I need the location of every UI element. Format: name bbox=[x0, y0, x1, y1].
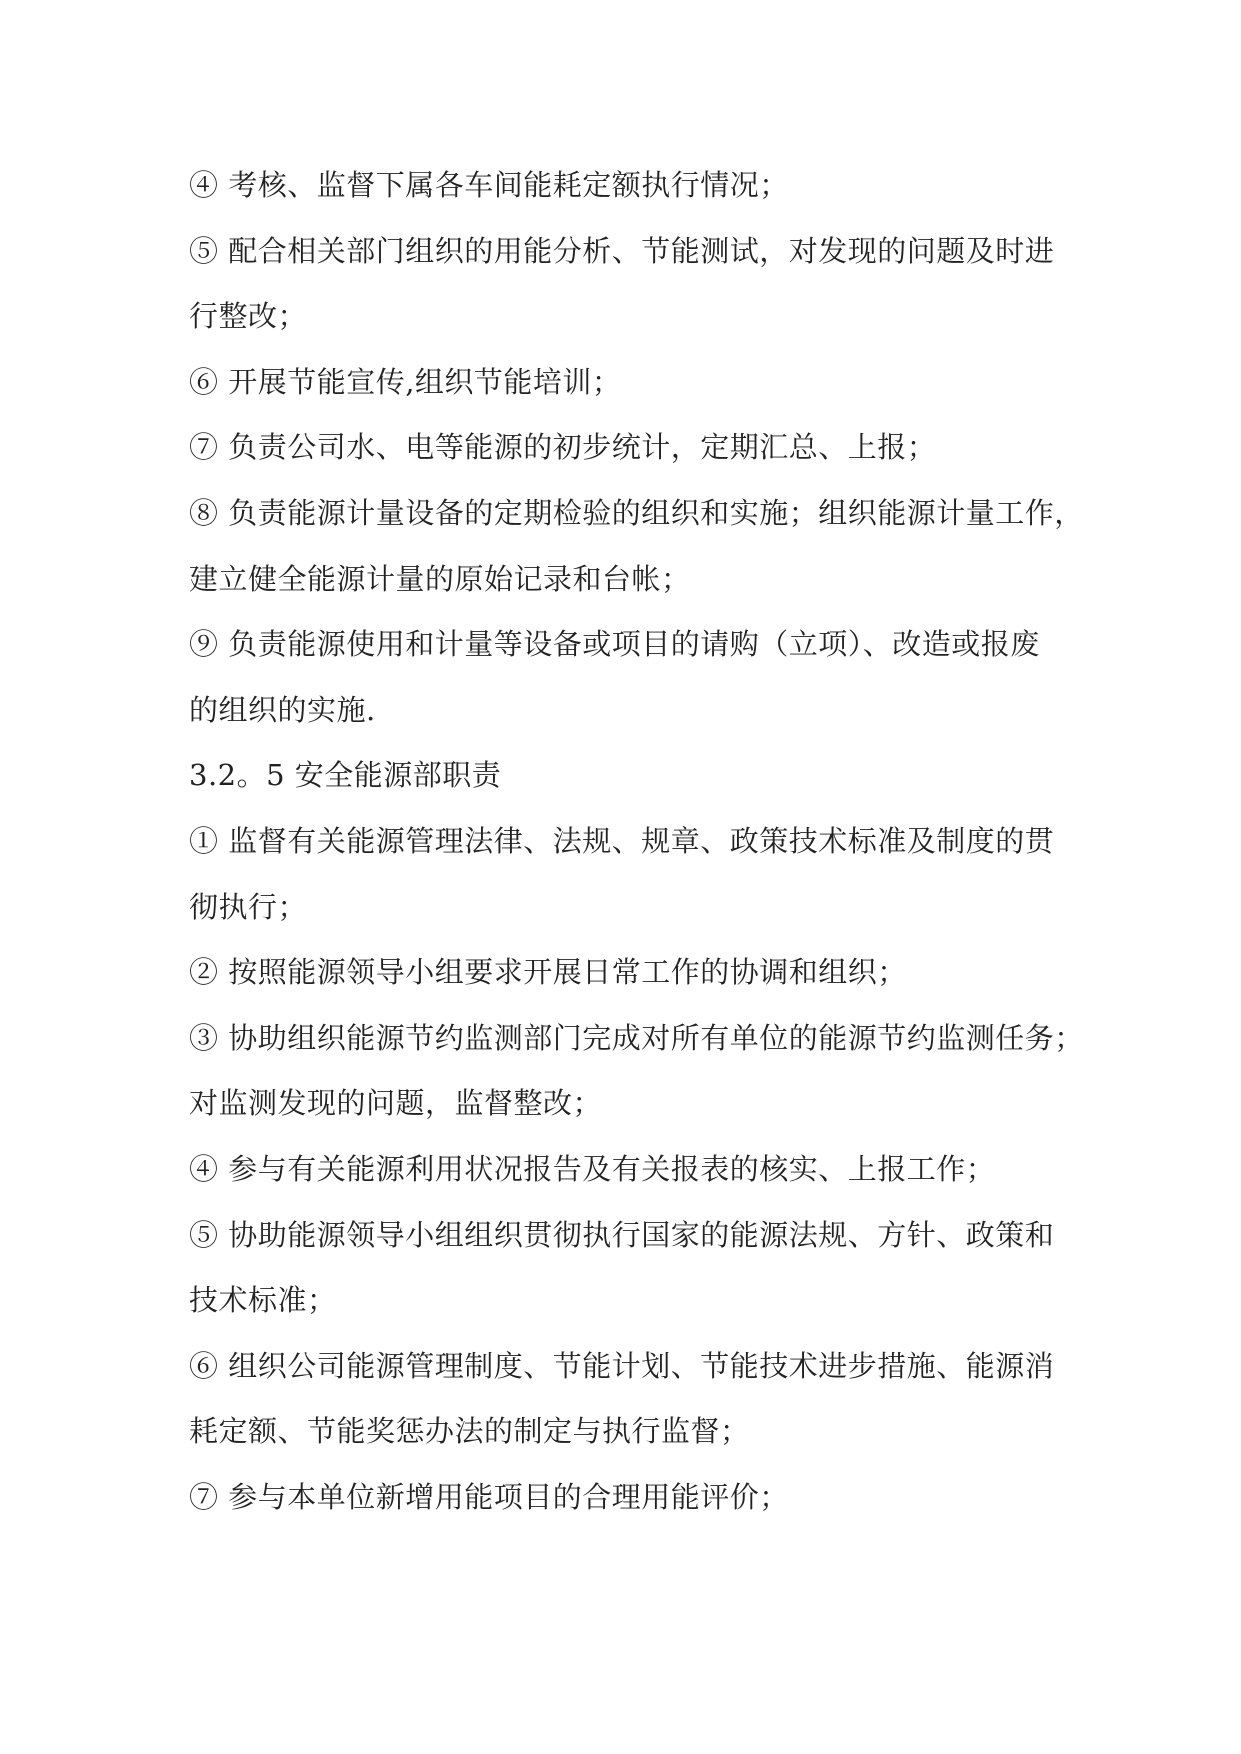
text-line: ⑨ 负责能源使用和计量等设备或项目的请购（立项）、改造或报废 bbox=[189, 627, 1040, 662]
text-line: ⑦ 参与本单位新增用能项目的合理用能评价； bbox=[189, 1479, 789, 1514]
text-line: ⑥ 开展节能宣传,组织节能培训； bbox=[189, 364, 622, 399]
text-line: 技术标准； bbox=[189, 1283, 337, 1318]
text-line: 行整改； bbox=[189, 299, 308, 334]
text-line: 对监测发现的问题，监督整改； bbox=[189, 1086, 603, 1121]
text-line: ② 按照能源领导小组要求开展日常工作的协调和组织； bbox=[189, 955, 907, 990]
text-line: ① 监督有关能源管理法律、法规、规章、政策技术标准及制度的贯 bbox=[189, 823, 1055, 858]
text-line: ⑦ 负责公司水、电等能源的初步统计，定期汇总、上报； bbox=[189, 430, 937, 465]
text-line: ⑧ 负责能源计量设备的定期检验的组织和实施；组织能源计量工作， bbox=[189, 495, 1084, 530]
section-heading: 3.2。5 安全能源部职责 bbox=[189, 758, 502, 793]
document-body bbox=[189, 155, 1084, 1532]
text-line: ⑤ 协助能源领导小组组织贯彻执行国家的能源法规、方针、政策和 bbox=[189, 1217, 1055, 1252]
text-line: ④ 参与有关能源利用状况报告及有关报表的核实、上报工作； bbox=[189, 1151, 996, 1186]
text-line: ⑤ 配合相关部门组织的用能分析、节能测试，对发现的问题及时进 bbox=[189, 233, 1055, 268]
text-line: 彻执行； bbox=[189, 889, 308, 924]
text-line: ③ 协助组织能源节约监测部门完成对所有单位的能源节约监测任务； bbox=[189, 1020, 1084, 1055]
text-line: 耗定额、节能奖惩办法的制定与执行监督； bbox=[189, 1414, 750, 1449]
text-line: 建立健全能源计量的原始记录和台帐； bbox=[189, 561, 691, 596]
text-line: ⑥ 组织公司能源管理制度、节能计划、节能技术进步措施、能源消 bbox=[189, 1348, 1055, 1383]
text-line: ④ 考核、监督下属各车间能耗定额执行情况； bbox=[189, 168, 789, 202]
text-line: 的组织的实施. bbox=[189, 692, 376, 727]
